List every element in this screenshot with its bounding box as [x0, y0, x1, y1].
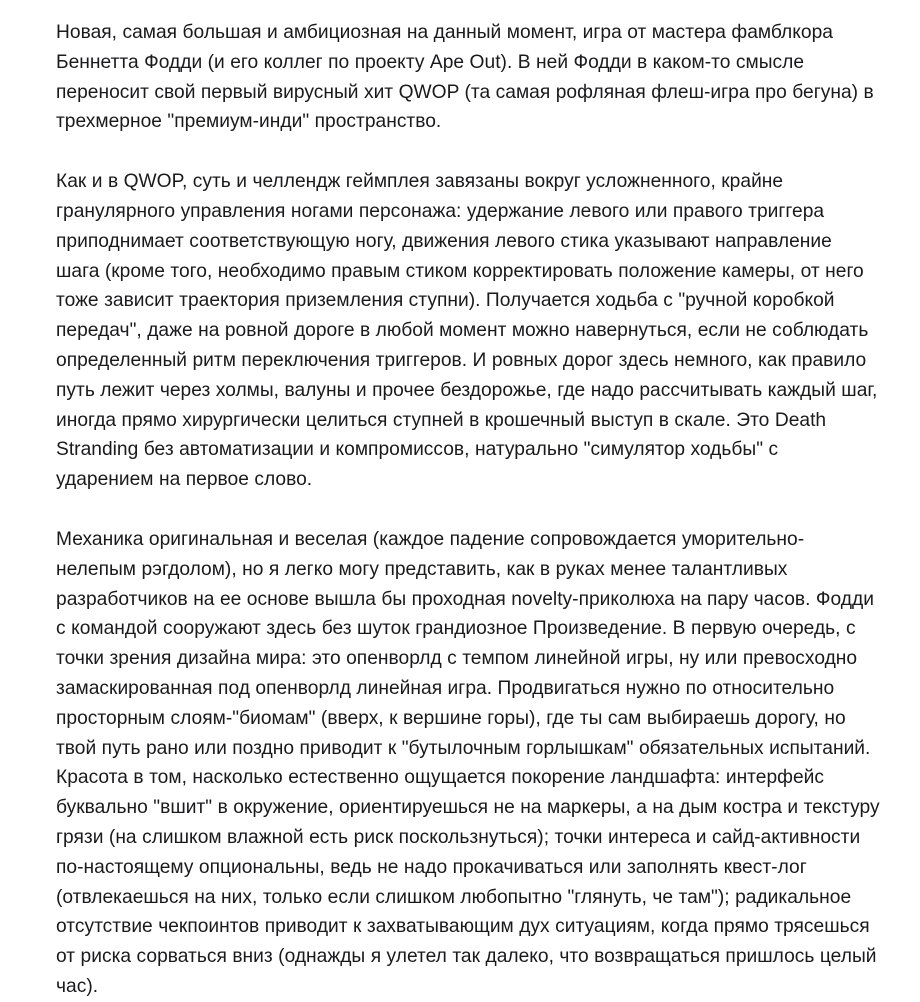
paragraph-2: Как и в QWOP, суть и челлендж геймплея завязаны вокруг усложненного, крайне гранулярного управления ногами персонажа: удержание левого или правого триггера приподнимает соответствующую ногу, движения левого стика указывают направление шага (кроме того, необходимо правым стиком корректировать положение камеры, от него тоже зависит траектория приземления ступни). Получается ходьба с "ручной коробкой передач", даже на ровной дороге в любой момент можно навернуться, если не соблюдать определенный ритм переключения триггеров. И ровных дорог здесь немного, как правило путь лежит через холмы, валуны и прочее бездорожье, где надо рассчитывать каждый шаг, иногда прямо хирургически целиться ступней в крошечный выступ в скале. Это Death Stranding без автоматизации и компромиссов, натурально "симулятор ходьбы" с ударением на первое слово.	[56, 171, 878, 491]
paragraph-3: Механика оригинальная и веселая (каждое падение сопровождается уморительно-нелепым рэгдолом), но я легко могу представить, как в руках менее талантливых разработчиков на ее основе вышла бы проходная novelty-приколюха на пару часов. Фодди с командой сооружают здесь без шуток грандиозное Произведение. В первую очередь, с точки зрения дизайна мира: это опенворлд с темпом линейной игры, ну или превосходно замаскированная под опенворлд линейная игра. Продвигаться нужно по относительно просторным слоям-"биомам" (вверх, к вершине горы), где ты сам выбираешь дорогу, но твой путь рано или поздно приводит к "бутылочным горлышкам" обязательных испытаний. Красота в том, насколько естественно ощущается покорение ландшафта: интерфейс буквально "вшит" в окружение, ориентируешься не на маркеры, а на дым костра и текстуру грязи (на слишком влажной есть риск поскользнуться); точки интереса и сайд-активности по-настоящему опциональны, ведь не надо прокачиваться или заполнять квест-лог (отвлекаешься на них, только если слишком любопытно "глянуть, че там"); радикальное отсутствие чекпоинтов приводит к захватывающим дух ситуациям, когда прямо трясешься от риска сорваться вниз (однажды я улетел так далеко, что возвращаться пришлось целый час).	[56, 528, 880, 997]
paragraph-1: Новая, самая большая и амбициозная на данный момент, игра от мастера фамблкора Беннетта Фодди (и его коллег по проекту Ape Out). В ней Фодди в каком-то смысле переносит свой первый вирусный хит QWOP (та самая рофляная флеш-игра про бегуна) в трехмерное "премиум-инди" пространство.	[56, 22, 874, 133]
